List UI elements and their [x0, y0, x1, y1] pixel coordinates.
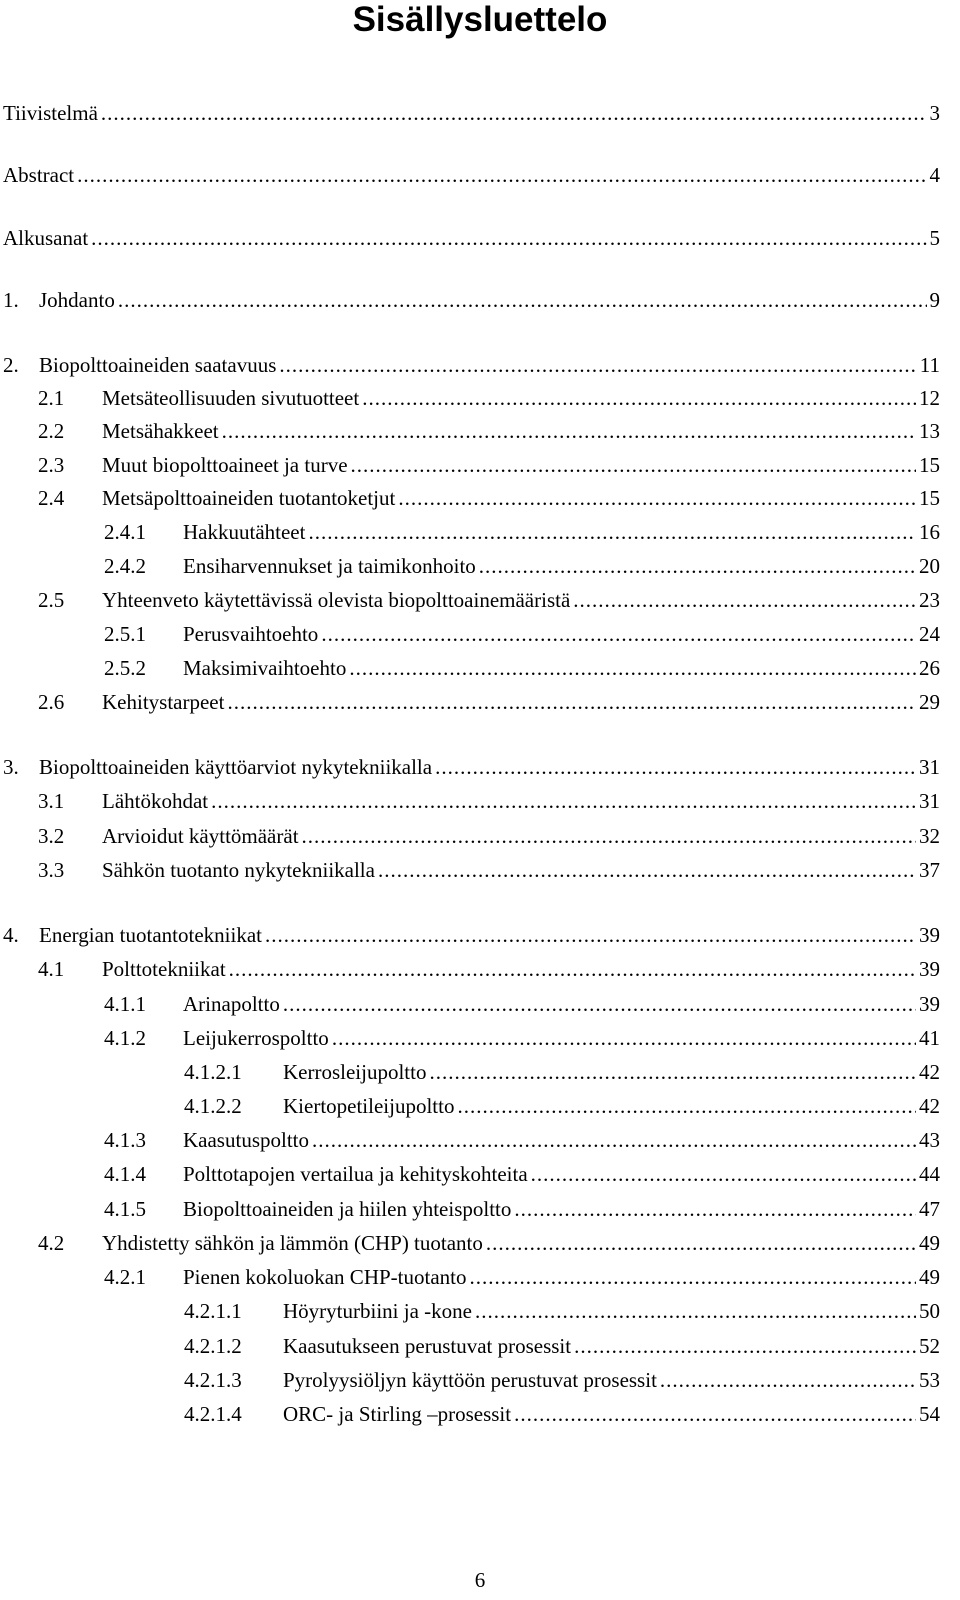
- toc-entry-label: Kiertopetileijupoltto: [283, 1094, 455, 1118]
- toc-leader-dots: [486, 1228, 916, 1258]
- toc-entry-page: 24: [919, 622, 940, 646]
- toc-entry[interactable]: [104, 1159, 940, 1189]
- toc-entry-label: Metsähakkeet: [102, 419, 219, 443]
- toc-entry-number: 2.1: [38, 386, 65, 410]
- toc-entry[interactable]: [3, 223, 940, 253]
- toc-leader-dots: [312, 1125, 916, 1155]
- toc-leader-dots: [265, 920, 916, 950]
- toc-entry-page: 3: [929, 101, 940, 125]
- toc-leader-dots: [479, 551, 916, 581]
- toc-entry[interactable]: [104, 1023, 940, 1053]
- toc-entry-page: 15: [919, 453, 940, 477]
- toc-entry-label: Abstract: [3, 163, 75, 187]
- toc-entry-label: Lähtökohdat: [102, 789, 209, 813]
- toc-entry[interactable]: [3, 920, 940, 950]
- toc-entry[interactable]: [38, 855, 940, 885]
- toc-leader-dots: [229, 954, 916, 984]
- toc-leader-dots: [222, 416, 916, 446]
- toc-entry-page: 15: [919, 486, 940, 510]
- toc-entry-number: 3.: [3, 755, 19, 779]
- toc-entry-page: 49: [919, 1231, 940, 1255]
- toc-leader-dots: [321, 619, 916, 649]
- toc-entry-label: Biopolttoaineiden saatavuus: [39, 353, 277, 377]
- toc-leader-dots: [514, 1399, 916, 1429]
- toc-entry[interactable]: [38, 383, 940, 413]
- toc-entry-label: Pyrolyysiöljyn käyttöön perustuvat prosessit: [283, 1368, 657, 1392]
- toc-entry-number: 4.2.1.2: [184, 1334, 242, 1358]
- toc-entry-page: 32: [919, 824, 940, 848]
- toc-entry-page: 11: [919, 353, 940, 377]
- toc-entry-number: 3.1: [38, 789, 65, 813]
- toc-entry-label: Yhteenveto käytettävissä olevista biopolttoainemääristä: [102, 588, 571, 612]
- toc-entry[interactable]: [184, 1365, 940, 1395]
- toc-entry-label: Kaasutuspoltto: [183, 1128, 309, 1152]
- toc-entry-number: 2.5: [38, 588, 65, 612]
- toc-entry-page: 31: [919, 755, 940, 779]
- toc-entry[interactable]: [184, 1296, 940, 1326]
- toc-entry-label: Perusvaihtoehto: [183, 622, 319, 646]
- toc-entry-label: Polttotapojen vertailua ja kehityskohteita: [183, 1162, 528, 1186]
- toc-entry-label: ORC- ja Stirling –prosessit: [283, 1402, 512, 1426]
- toc-entry-page: 13: [919, 419, 940, 443]
- toc-entry-number: 4.1.5: [104, 1197, 146, 1221]
- toc-leader-dots: [91, 223, 926, 253]
- toc-entry-page: 31: [919, 789, 940, 813]
- toc-leader-dots: [77, 160, 926, 190]
- toc-entry-page: 9: [929, 288, 940, 312]
- toc-entry-page: 37: [919, 858, 940, 882]
- toc-entry-label: Energian tuotantotekniikat: [39, 923, 262, 947]
- toc-entry-label: Ensiharvennukset ja taimikonhoito: [183, 554, 476, 578]
- toc-entry-number: 1.: [3, 288, 19, 312]
- toc-entry[interactable]: [104, 989, 940, 1019]
- toc-entry-label: Pienen kokoluokan CHP-tuotanto: [183, 1265, 467, 1289]
- toc-entry-number: 2.4: [38, 486, 65, 510]
- toc-entry[interactable]: [104, 1262, 940, 1292]
- toc-entry[interactable]: [38, 585, 940, 615]
- toc-entry-page: 42: [919, 1094, 940, 1118]
- toc-leader-dots: [302, 821, 916, 851]
- toc-entry-page: 4: [929, 163, 940, 187]
- toc-entry-label: Biopolttoaineiden ja hiilen yhteispoltto: [183, 1197, 512, 1221]
- toc-entry-number: 4.2.1.1: [184, 1299, 242, 1323]
- toc-entry[interactable]: [38, 687, 940, 717]
- toc-entry[interactable]: [38, 450, 940, 480]
- toc-entry[interactable]: [104, 1194, 940, 1224]
- toc-entry-page: 23: [919, 588, 940, 612]
- toc-entry-label: Metsäpolttoaineiden tuotantoketjut: [102, 486, 396, 510]
- toc-entry-number: 2.: [3, 353, 19, 377]
- toc-entry[interactable]: [38, 821, 940, 851]
- toc-entry-label: Yhdistetty sähkön ja lämmön (CHP) tuotanto: [102, 1231, 483, 1255]
- toc-entry-number: 4.1.2.1: [184, 1060, 242, 1084]
- toc-entry-number: 2.2: [38, 419, 65, 443]
- toc-leader-dots: [573, 585, 916, 615]
- toc-entry-number: 4.2: [38, 1231, 65, 1255]
- toc-entry-page: 16: [919, 520, 940, 544]
- toc-entry-page: 42: [919, 1060, 940, 1084]
- toc-leader-dots: [457, 1091, 916, 1121]
- toc-leader-dots: [398, 483, 916, 513]
- toc-entry-number: 4.1.1: [104, 992, 146, 1016]
- toc-entry-label: Johdanto: [39, 288, 115, 312]
- toc-leader-dots: [279, 350, 916, 380]
- toc-entry-number: 4.: [3, 923, 19, 947]
- toc-entry-number: 4.1.4: [104, 1162, 146, 1186]
- toc-entry-label: Muut biopolttoaineet ja turve: [102, 453, 348, 477]
- toc-entry-label: Alkusanat: [3, 226, 89, 250]
- toc-entry-number: 2.5.2: [104, 656, 146, 680]
- toc-entry-number: 2.5.1: [104, 622, 146, 646]
- toc-entry-label: Kaasutukseen perustuvat prosessit: [283, 1334, 572, 1358]
- toc-entry-page: 29: [919, 690, 940, 714]
- page-title: Sisällysluettelo: [352, 0, 608, 39]
- toc-entry[interactable]: [3, 160, 940, 190]
- toc-entry-page: 39: [919, 992, 940, 1016]
- toc-leader-dots: [574, 1331, 916, 1361]
- toc-leader-dots: [475, 1296, 916, 1326]
- toc-entry[interactable]: [184, 1331, 940, 1361]
- toc-entry[interactable]: [38, 416, 940, 446]
- toc-entry-label: Höyryturbiini ja -kone: [283, 1299, 472, 1323]
- toc-entry[interactable]: [104, 517, 940, 547]
- toc-entry-number: 4.1: [38, 957, 65, 981]
- toc-entry-number: 4.2.1.4: [184, 1402, 242, 1426]
- toc-entry-page: 39: [919, 923, 940, 947]
- toc-entry-label: Metsäteollisuuden sivutuotteet: [102, 386, 360, 410]
- toc-entry-page: 20: [919, 554, 940, 578]
- toc-entry-label: Hakkuutähteet: [183, 520, 306, 544]
- toc-leader-dots: [227, 687, 916, 717]
- toc-leader-dots: [332, 1023, 916, 1053]
- toc-leader-dots: [308, 517, 916, 547]
- toc-leader-dots: [211, 786, 916, 816]
- toc-entry[interactable]: [104, 1125, 940, 1155]
- toc-entry[interactable]: [38, 483, 940, 513]
- toc-entry[interactable]: [104, 653, 940, 683]
- toc-leader-dots: [351, 450, 916, 480]
- toc-entry[interactable]: [3, 285, 940, 315]
- toc-entry-label: Leijukerrospoltto: [183, 1026, 329, 1050]
- toc-leader-dots: [660, 1365, 916, 1395]
- toc-entry-page: 26: [919, 656, 940, 680]
- toc-entry-label: Sähkön tuotanto nykytekniikalla: [102, 858, 375, 882]
- toc-leader-dots: [362, 383, 916, 413]
- toc-entry-label: Tiivistelmä: [3, 101, 98, 125]
- toc-entry-label: Arvioidut käyttömäärät: [102, 824, 299, 848]
- toc-entry-label: Arinapoltto: [183, 992, 280, 1016]
- toc-leader-dots: [435, 752, 916, 782]
- toc-entry-page: 50: [919, 1299, 940, 1323]
- toc-entry-number: 4.1.2.2: [184, 1094, 242, 1118]
- toc-entry[interactable]: [38, 1228, 940, 1258]
- toc-leader-dots: [349, 653, 916, 683]
- toc-entry-label: Kehitystarpeet: [102, 690, 225, 714]
- toc-entry-page: 52: [919, 1334, 940, 1358]
- toc-entry-number: 2.3: [38, 453, 65, 477]
- toc-entry[interactable]: [38, 954, 940, 984]
- toc-entry-number: 2.4.1: [104, 520, 146, 544]
- toc-entry-page: 43: [919, 1128, 940, 1152]
- toc-entry[interactable]: [184, 1057, 940, 1087]
- toc-leader-dots: [378, 855, 916, 885]
- toc-entry-number: 4.1.3: [104, 1128, 146, 1152]
- toc-entry[interactable]: [3, 98, 940, 128]
- toc-entry[interactable]: [3, 752, 940, 782]
- toc-entry-label: Polttotekniikat: [102, 957, 226, 981]
- toc-entry-page: 5: [929, 226, 940, 250]
- toc-entry-number: 4.1.2: [104, 1026, 146, 1050]
- toc-leader-dots: [469, 1262, 916, 1292]
- toc-entry[interactable]: [184, 1399, 940, 1429]
- toc-entry-label: Biopolttoaineiden käyttöarviot nykytekniikalla: [39, 755, 433, 779]
- toc-entry-page: 53: [919, 1368, 940, 1392]
- toc-entry-page: 49: [919, 1265, 940, 1289]
- toc-entry-page: 54: [919, 1402, 940, 1426]
- toc-entry-number: 4.2.1: [104, 1265, 146, 1289]
- toc-entry-number: 4.2.1.3: [184, 1368, 242, 1392]
- toc-entry[interactable]: [3, 350, 940, 380]
- toc-entry-number: 3.2: [38, 824, 65, 848]
- toc-entry-page: 47: [919, 1197, 940, 1221]
- page-number: 6: [474, 1568, 486, 1592]
- toc-entry-number: 2.6: [38, 690, 65, 714]
- toc-entry[interactable]: [184, 1091, 940, 1121]
- toc-entry[interactable]: [38, 786, 940, 816]
- toc-entry-page: 39: [919, 957, 940, 981]
- toc-entry-page: 12: [919, 386, 940, 410]
- toc-leader-dots: [531, 1159, 916, 1189]
- toc-entry[interactable]: [104, 619, 940, 649]
- toc-entry-number: 2.4.2: [104, 554, 146, 578]
- toc-entry-label: Kerrosleijupoltto: [283, 1060, 427, 1084]
- toc-leader-dots: [101, 98, 927, 128]
- toc-entry[interactable]: [104, 551, 940, 581]
- toc-entry-number: 3.3: [38, 858, 65, 882]
- toc-entry-page: 44: [919, 1162, 940, 1186]
- toc-entry-page: 41: [919, 1026, 940, 1050]
- toc-leader-dots: [514, 1194, 916, 1224]
- toc-leader-dots: [118, 285, 927, 315]
- toc-entry-label: Maksimivaihtoehto: [183, 656, 347, 680]
- toc-leader-dots: [429, 1057, 916, 1087]
- toc-leader-dots: [283, 989, 916, 1019]
